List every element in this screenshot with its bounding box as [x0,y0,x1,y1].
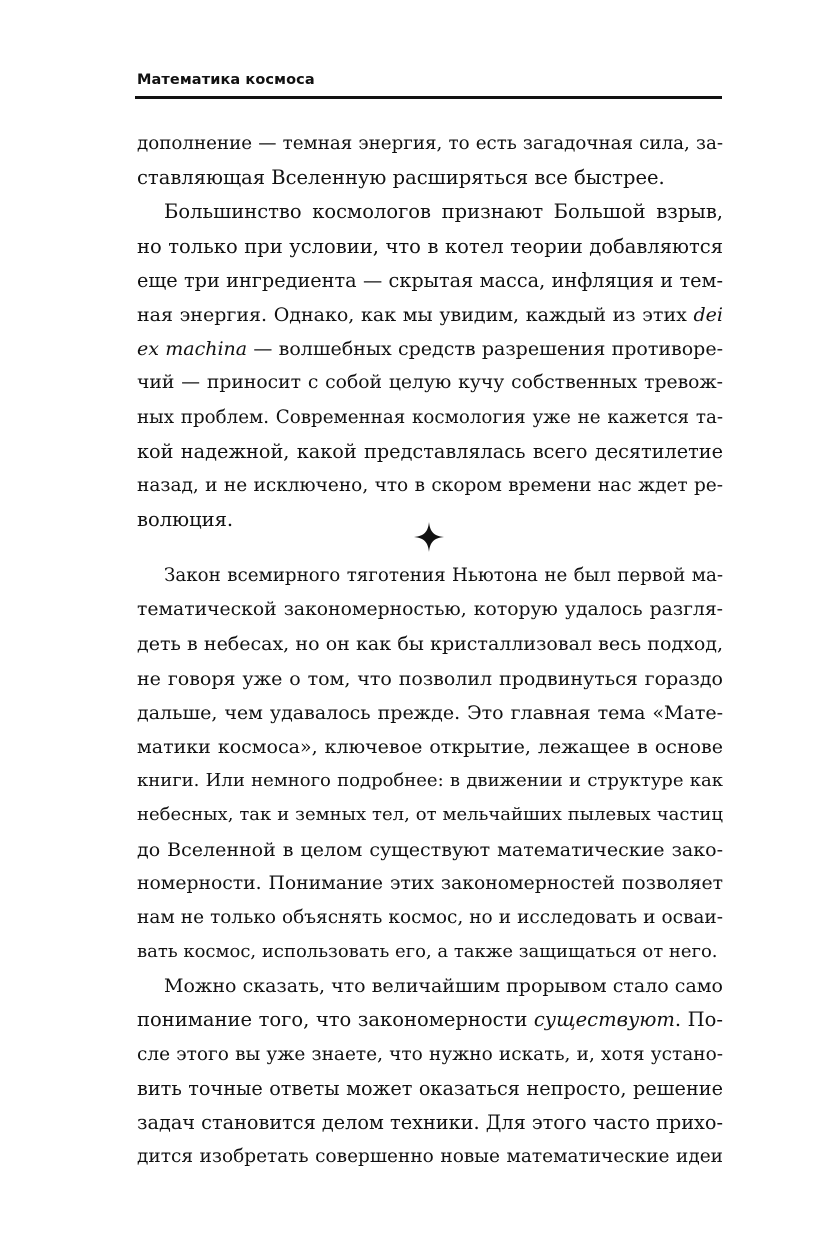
text-line: задач становится делом техники. Для этого часто прихо- [137,1111,723,1134]
text-line: нам не только объяснять космос, но и исследовать и осваи- [137,906,723,928]
text-line: еще три ингредиента — скрытая масса, инфляция и тем- [137,268,723,292]
text-line: кой надежной, какой представлялась всего десятилетие [137,439,723,463]
text-line: деть в небесах, но он как бы кристаллизовал весь подход, [137,633,723,656]
text-line [137,1003,723,1037]
text-line: не говоря уже о том, что позволил продвинуться гораздо [137,667,723,690]
text-line: номерности. Понимание этих закономерностей позволяет [137,872,723,894]
italic-span: ex machina [137,338,248,361]
text-line: Можно сказать, что величайшим прорывом стало само [164,975,723,998]
text-line: чий — приносит с собой целую кучу собственных тревож- [137,372,723,394]
text-line: сле этого вы уже знаете, что нужно искать, и, хотя устано- [137,1043,723,1065]
text-line: дополнение — темная энергия, то есть загадочная сила, за- [137,133,723,154]
text-line [137,298,723,332]
paragraph-block-2 [137,559,723,1174]
text-span: — волшебных средств разрешения противоре- [253,338,723,361]
text-line: тематической закономерностью, которую удалось разгля- [137,599,723,621]
text-line: волюция. [137,508,234,532]
text-line: ных проблем. Современная космология уже не кажется та- [137,406,723,428]
text-line: вать космос, использовать его, а также защищаться от него. [137,941,718,963]
text-line: но только при условии, что в котел теории добавляются [137,234,723,258]
text-span: понимание того, что закономерности [137,1008,528,1032]
header-rule [135,96,722,99]
paragraph-block-1 [137,127,723,537]
text-line: Закон всемирного тяготения Ньютона не был первой ма- [164,565,723,586]
text-line: книги. Или немного подробнее: в движении и структуре как [137,770,723,792]
text-line: Большинство космологов признают Большой взрыв, [164,200,723,224]
text-line: дальше, чем удавалось прежде. Это главная тема «Мате- [137,701,723,724]
text-line: матики космоса», ключевое открытие, лежащее в основе [137,735,723,758]
text-line: дится изобретать совершенно новые математические идеи [137,1146,723,1168]
italic-span: dei [693,303,723,326]
star-ornament-icon [414,522,444,552]
text-line: вить точные ответы может оказаться непросто, решение [137,1076,723,1100]
running-head-title: Математика космоса [137,72,315,88]
text-line: ставляющая Вселенную расширяться все быстрее. [137,166,665,190]
text-span: ная энергия. Однако, как мы увидим, каждый из этих [137,303,687,326]
text-line: небесных, так и земных тел, от мельчайших пылевых частиц [137,804,723,826]
text-line [137,332,723,366]
text-line: до Вселенной в целом существуют математические зако- [137,838,723,861]
text-line: назад, и не исключено, что в скором времени нас ждет ре- [137,474,723,496]
italic-span: существуют [533,1008,675,1032]
text-span: . По- [674,1008,723,1032]
